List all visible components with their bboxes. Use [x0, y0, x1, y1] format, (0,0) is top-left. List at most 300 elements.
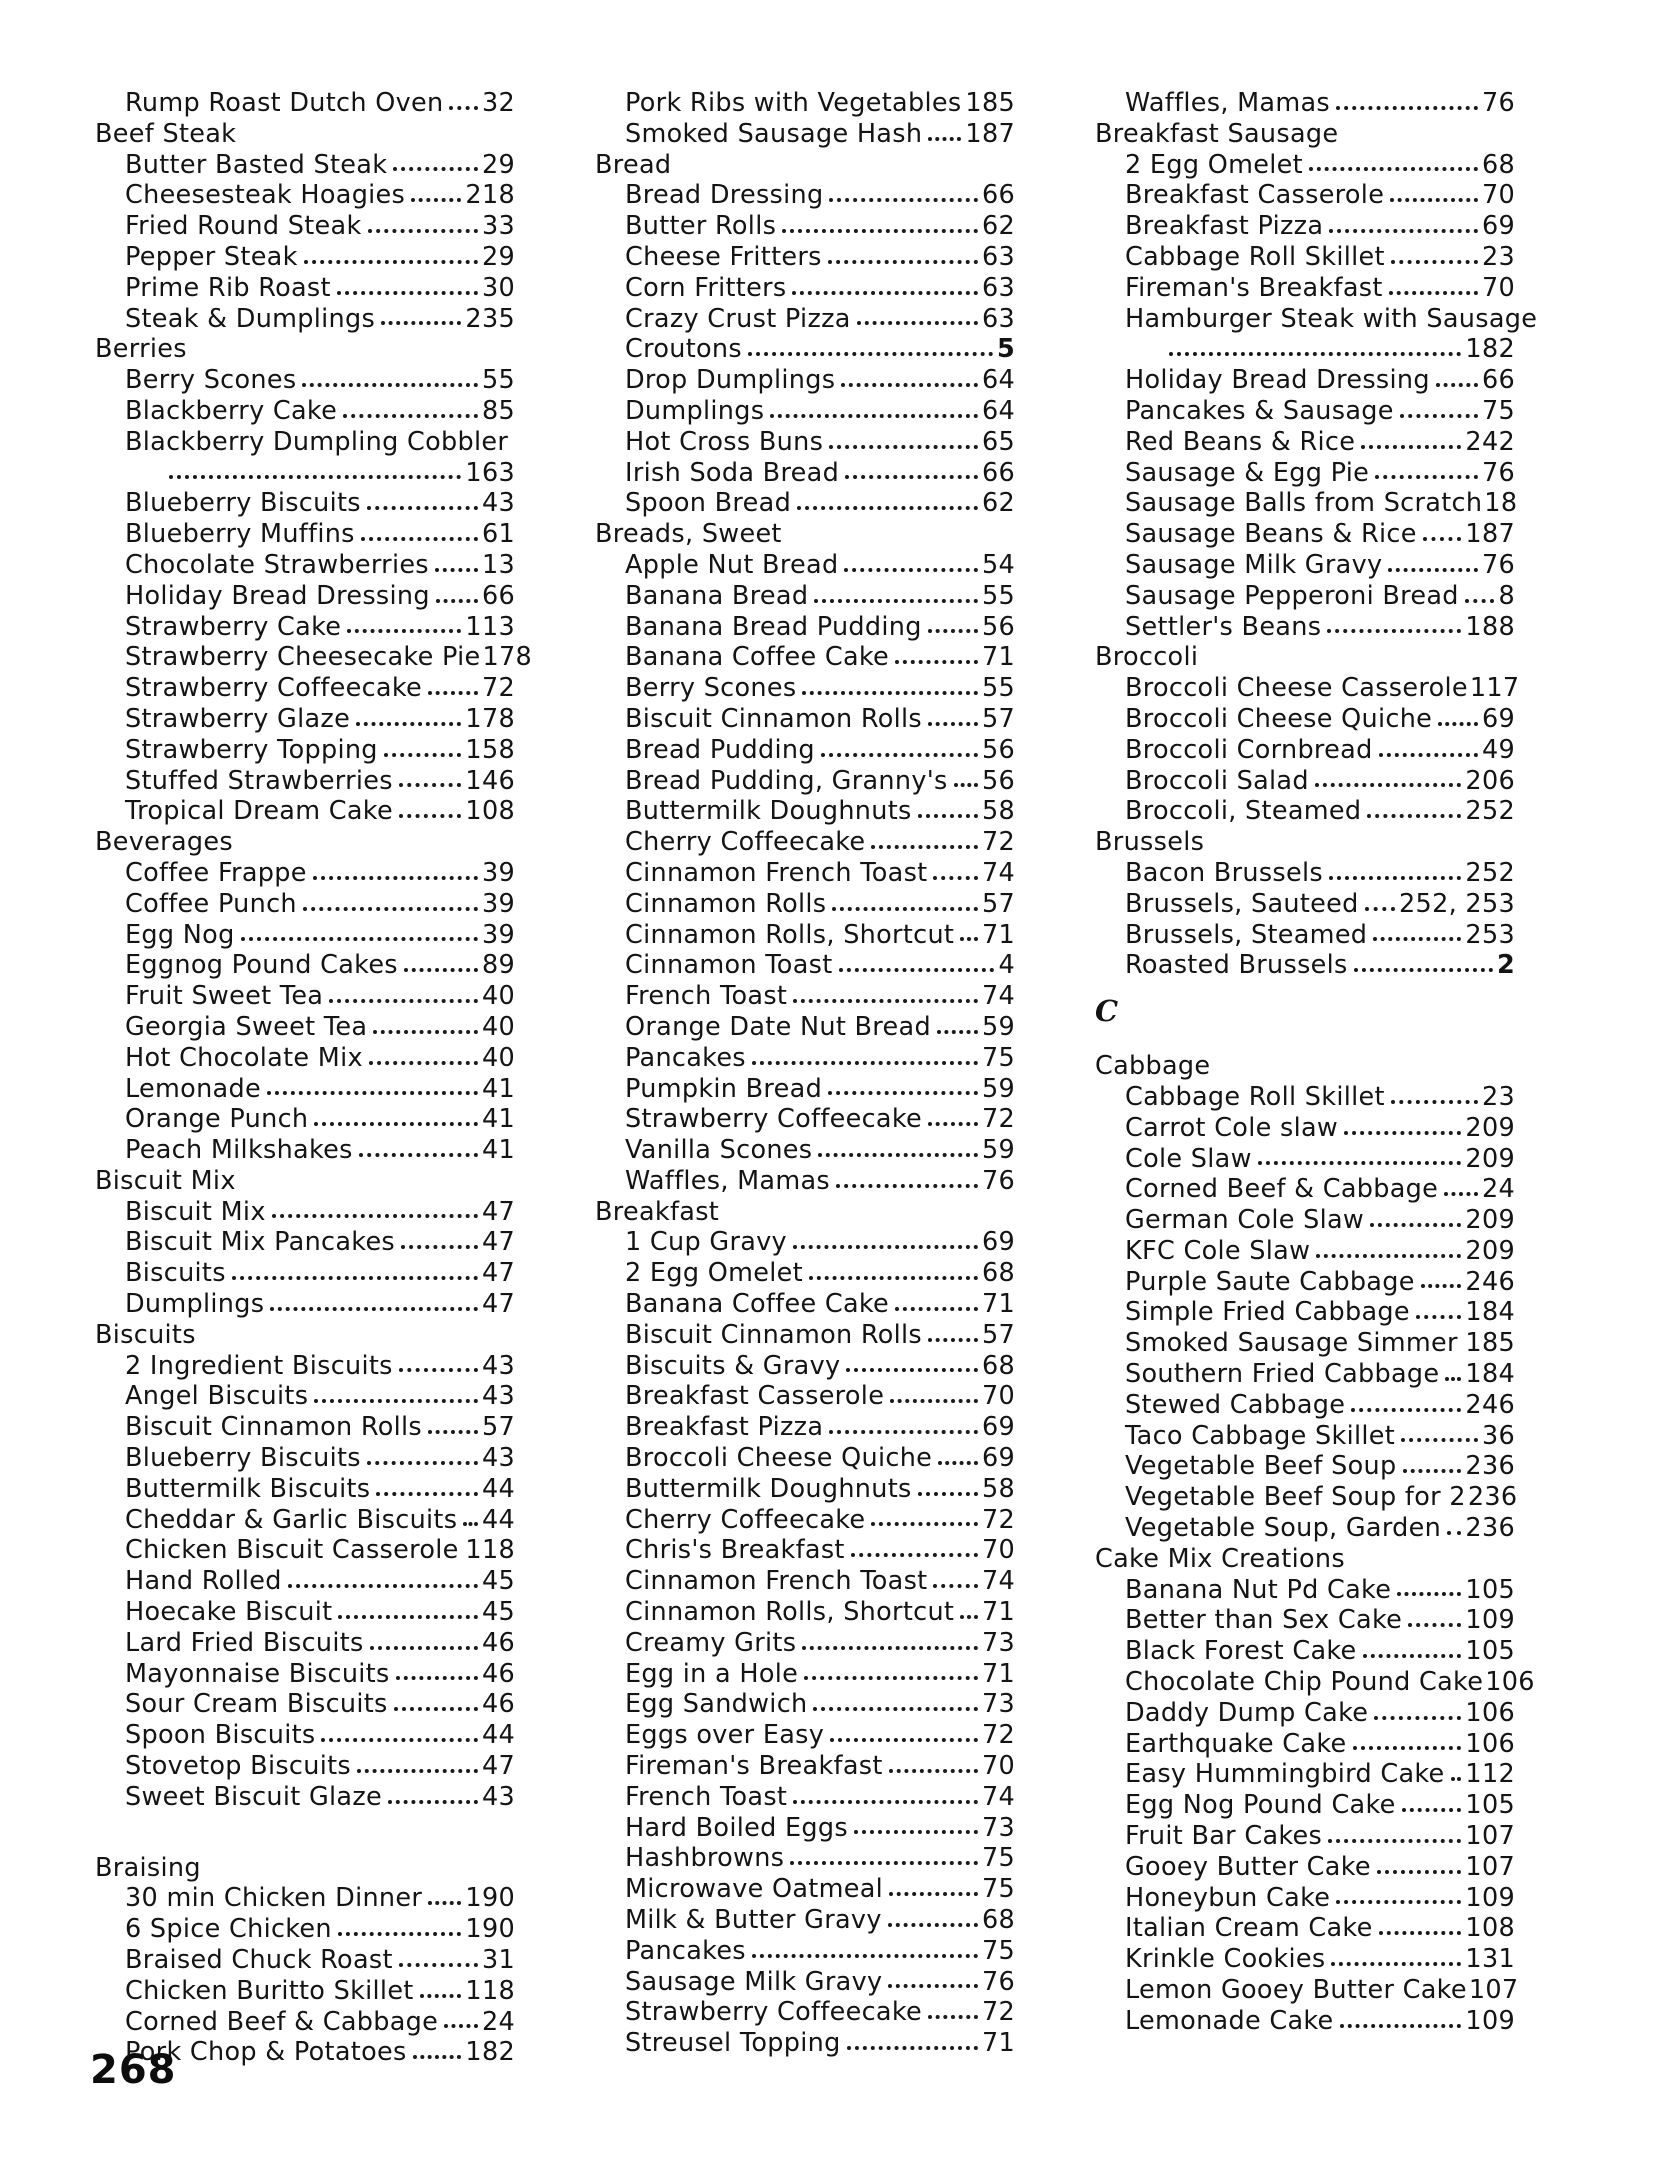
dot-leader: [793, 1245, 978, 1249]
dot-leader: [1402, 1808, 1462, 1812]
entry-page-number: 106: [1465, 1697, 1515, 1728]
index-entry-continuation: [95, 458, 515, 489]
entry-title: 1 Cup Gravy: [625, 1227, 787, 1258]
entry-title: Eggs over Easy: [625, 1720, 825, 1751]
index-entry: [95, 1135, 515, 1166]
entry-title: Bread Pudding, Granny's: [625, 765, 948, 796]
entry-page-number: 70: [1481, 180, 1515, 211]
index-entry: [595, 950, 1015, 981]
index-column-2: [595, 88, 1015, 2068]
dot-leader: [832, 907, 978, 911]
entry-title: Blueberry Muffins: [125, 519, 355, 550]
entry-title: Creamy Grits: [625, 1627, 797, 1658]
index-letter-heading: [1095, 993, 1515, 1029]
index-entry: [1095, 1852, 1515, 1883]
entry-page-number: 66: [481, 580, 515, 611]
index-entry: [1095, 150, 1515, 181]
index-entry: [1095, 242, 1515, 273]
entry-title: Prime Rib Roast: [125, 272, 331, 303]
section-heading-label: Berries: [95, 334, 187, 365]
entry-page-number: 41: [481, 1135, 515, 1166]
entry-title: Spoon Biscuits: [125, 1720, 316, 1751]
entry-page-number: 64: [981, 395, 1015, 426]
entry-title: Pancakes & Sausage: [1125, 395, 1394, 426]
entry-page-number: 49: [1481, 734, 1515, 765]
entry-page-number: 112: [1465, 1759, 1515, 1790]
entry-title: Banana Bread: [625, 580, 809, 611]
entry-title: Stovetop Biscuits: [125, 1751, 351, 1782]
entry-page-number: 73: [981, 1812, 1015, 1843]
dot-leader: [393, 167, 478, 171]
entry-page-number: 30: [481, 272, 515, 303]
index-entry: [1095, 1729, 1515, 1760]
dot-leader: [361, 537, 478, 541]
entry-page-number: 70: [1481, 272, 1515, 303]
entry-page-number: 106: [1465, 1728, 1515, 1759]
dot-leader: [270, 1307, 478, 1311]
entry-page-number: 75: [981, 1874, 1015, 1905]
entry-page-number: 158: [465, 734, 515, 765]
entry-title: Banana Nut Pd Cake: [1125, 1574, 1392, 1605]
entry-title: Hashbrowns: [625, 1843, 785, 1874]
entry-title: Pork Chop & Potatoes: [125, 2037, 407, 2068]
entry-title: Broccoli Cheese Quiche: [625, 1443, 933, 1474]
entry-page-number: 40: [481, 1011, 515, 1042]
index-entry: [95, 735, 515, 766]
index-entry: [95, 1074, 515, 1105]
entry-title: French Toast: [625, 981, 788, 1012]
dot-leader: [313, 876, 478, 880]
letter-heading-label: C: [1095, 994, 1119, 1029]
index-entry: [595, 1997, 1015, 2028]
entry-title: Vegetable Beef Soup: [1125, 1451, 1397, 1482]
dot-leader: [888, 1923, 978, 1927]
dot-leader: [1465, 599, 1495, 603]
index-entry: [595, 1782, 1015, 1813]
entry-page-number: 108: [465, 796, 515, 827]
entry-title: Lemonade Cake: [1125, 2005, 1334, 2036]
entry-page-number: 45: [481, 1566, 515, 1597]
dot-leader: [1315, 783, 1462, 787]
dot-leader: [1336, 106, 1478, 110]
dot-leader: [1451, 1777, 1462, 1781]
dot-leader: [338, 1615, 478, 1619]
entry-page-number: 184: [1465, 1297, 1515, 1328]
dot-leader: [368, 229, 478, 233]
dot-leader: [314, 1399, 478, 1403]
dot-leader: [338, 1932, 462, 1936]
entry-title: Mayonnaise Biscuits: [125, 1658, 390, 1689]
entry-title: Spoon Bread: [625, 488, 792, 519]
entry-title: Tropical Dream Cake: [125, 796, 393, 827]
index-entry: [95, 304, 515, 335]
entry-page-number: 71: [981, 642, 1015, 673]
entry-title: Biscuit Mix Pancakes: [125, 1227, 396, 1258]
index-entry: [595, 1751, 1015, 1782]
index-entry: [95, 2007, 515, 2038]
index-entry: [595, 1843, 1015, 1874]
entry-page-number: 47: [481, 1227, 515, 1258]
entry-title: Strawberry Cake: [125, 611, 342, 642]
dot-leader: [846, 1368, 978, 1372]
index-entry: [595, 427, 1015, 458]
index-entry: [595, 396, 1015, 427]
entry-title: Fruit Bar Cakes: [1125, 1821, 1323, 1852]
dot-leader: [1354, 968, 1493, 972]
dot-leader: [420, 1994, 462, 1998]
section-heading-label: Brussels: [1095, 827, 1205, 858]
dot-leader: [793, 1800, 978, 1804]
dot-leader: [369, 1061, 478, 1065]
index-entry: [595, 1720, 1015, 1751]
entry-title: Corned Beef & Cabbage: [1125, 1174, 1439, 1205]
entry-title: Simple Fried Cabbage: [1125, 1297, 1410, 1328]
index-entry: [595, 1012, 1015, 1043]
index-entry: [595, 488, 1015, 519]
entry-page-number: 108: [1465, 1913, 1515, 1944]
entry-page-number: 72: [981, 1104, 1015, 1135]
entry-title: Sour Cream Biscuits: [125, 1689, 388, 1720]
entry-page-number: 64: [981, 365, 1015, 396]
dot-leader: [1416, 1315, 1462, 1319]
index-entry: [595, 1566, 1015, 1597]
entry-title: Dumplings: [625, 395, 765, 426]
entry-title: Holiday Bread Dressing: [125, 580, 430, 611]
entry-title: Hard Boiled Eggs: [625, 1812, 848, 1843]
entry-title: Egg Nog: [125, 919, 235, 950]
entry-title: Carrot Cole slaw: [1125, 1112, 1339, 1143]
dot-leader: [836, 1184, 978, 1188]
dot-leader: [937, 1030, 978, 1034]
entry-title: Blackberry Dumpling Cobbler: [125, 426, 509, 457]
dot-leader: [928, 137, 961, 141]
index-entry: [1095, 1513, 1515, 1544]
entry-title: Fried Round Steak: [125, 211, 362, 242]
entry-page-number: 73: [981, 1627, 1015, 1658]
entry-page-number: 57: [481, 1412, 515, 1443]
dot-leader: [272, 1214, 478, 1218]
dot-leader: [845, 475, 978, 479]
entry-page-number: 68: [981, 1258, 1015, 1289]
index-entry: [595, 1535, 1015, 1566]
entry-page-number: 69: [1481, 703, 1515, 734]
dot-leader: [356, 722, 461, 726]
entry-page-number: 190: [465, 1883, 515, 1914]
dot-leader: [1367, 814, 1461, 818]
entry-title: Hot Chocolate Mix: [125, 1042, 363, 1073]
entry-title: Waffles, Mamas: [1125, 88, 1331, 118]
entry-page-number: 63: [981, 303, 1015, 334]
dot-leader: [1403, 1469, 1462, 1473]
entry-page-number: 57: [981, 1319, 1015, 1350]
entry-page-number: 89: [481, 950, 515, 981]
dot-leader: [782, 229, 978, 233]
entry-title: Blueberry Biscuits: [125, 488, 361, 519]
index-section-heading: [95, 1166, 515, 1197]
entry-title: Steak & Dumplings: [125, 303, 376, 334]
entry-title: Berry Scones: [125, 365, 297, 396]
index-entry: [595, 1813, 1015, 1844]
entry-title: French Toast: [625, 1781, 788, 1812]
section-heading-label: Breads, Sweet: [595, 519, 782, 550]
dot-leader: [857, 321, 978, 325]
index-entry: [1095, 1174, 1515, 1205]
index-entry: [595, 642, 1015, 673]
index-entry: [1095, 1267, 1515, 1298]
entry-page-number: 2: [1496, 950, 1515, 981]
index-entry: [1095, 1759, 1515, 1790]
entry-page-number: 59: [981, 1073, 1015, 1104]
index-entry: [95, 519, 515, 550]
index-entry: [95, 981, 515, 1012]
entry-page-number: 71: [981, 1597, 1015, 1628]
dot-leader: [1373, 937, 1461, 941]
entry-title: Pancakes: [625, 1042, 746, 1073]
column-gap: [95, 1813, 515, 1853]
index-entry: [595, 88, 1015, 119]
index-entry: [95, 920, 515, 951]
column-gap: [1095, 981, 1515, 993]
entry-title: Rump Roast Dutch Oven: [125, 88, 444, 118]
index-section-heading: [1095, 1544, 1515, 1575]
entry-title: Daddy Dump Cake: [1125, 1697, 1369, 1728]
entry-page-number: 23: [1481, 241, 1515, 272]
dot-leader: [1445, 1377, 1461, 1381]
entry-page-number: 107: [1468, 1975, 1519, 2006]
entry-title: Banana Coffee Cake: [625, 1289, 890, 1320]
index-entry: [95, 612, 515, 643]
index-entry: [595, 673, 1015, 704]
index-column-1: [95, 88, 533, 2068]
entry-page-number: 105: [1465, 1574, 1515, 1605]
entry-page-number: 70: [981, 1751, 1015, 1782]
dot-leader: [928, 2015, 978, 2019]
dot-leader: [809, 1276, 978, 1280]
index-entry: [1095, 1821, 1515, 1852]
index-entry: [95, 581, 515, 612]
entry-title: Southern Fried Cabbage: [1125, 1359, 1440, 1390]
dot-leader: [288, 1584, 478, 1588]
entry-page-number: 44: [481, 1504, 515, 1535]
index-entry: [595, 920, 1015, 951]
index-entry: [1095, 458, 1515, 489]
entry-title: Georgia Sweet Tea: [125, 1011, 368, 1042]
index-entry: [95, 273, 515, 304]
entry-page-number: 72: [981, 827, 1015, 858]
index-entry: [95, 1104, 515, 1135]
entry-page-number: 178: [465, 703, 515, 734]
entry-title: Orange Punch: [125, 1104, 309, 1135]
index-entry: [1095, 1297, 1515, 1328]
index-entry: [595, 581, 1015, 612]
index-entry: [1095, 1667, 1535, 1698]
entry-title: Sausage Pepperoni Bread: [1125, 580, 1459, 611]
index-entry: [595, 1381, 1015, 1412]
dot-leader: [1377, 1870, 1462, 1874]
entry-title: Blackberry Cake: [125, 395, 338, 426]
index-entry: [95, 1720, 515, 1751]
index-entry: [595, 2028, 1015, 2059]
entry-page-number: 56: [981, 765, 1015, 796]
index-entry: [595, 1289, 1015, 1320]
entry-page-number: 59: [981, 1135, 1015, 1166]
index-entry: [95, 1883, 515, 1914]
entry-title: Braised Chuck Roast: [125, 1945, 393, 1976]
entry-title: Pepper Steak: [125, 241, 298, 272]
entry-title: Coffee Punch: [125, 888, 297, 919]
dot-leader: [828, 260, 978, 264]
entry-title: Crazy Crust Pizza: [625, 303, 851, 334]
entry-title: Banana Bread Pudding: [625, 611, 922, 642]
dot-leader: [814, 599, 978, 603]
dot-leader: [343, 414, 478, 418]
index-entry: [1095, 889, 1515, 920]
dot-leader: [1331, 1962, 1461, 1966]
entry-title: Blueberry Biscuits: [125, 1443, 361, 1474]
dot-leader: [399, 1963, 478, 1967]
entry-title: Cherry Coffeecake: [625, 1504, 866, 1535]
entry-page-number: 118: [465, 1975, 515, 2006]
index-entry: [595, 1474, 1015, 1505]
entry-title: Strawberry Topping: [125, 734, 378, 765]
entry-page-number: 252: [1465, 796, 1515, 827]
entry-title: Chocolate Chip Pound Cake: [1125, 1667, 1484, 1698]
index-entry: [1095, 488, 1518, 519]
index-entry: [595, 735, 1015, 766]
index-entry: [1095, 550, 1515, 581]
dot-leader: [818, 1153, 978, 1157]
index-entry: [595, 796, 1015, 827]
entry-page-number: 75: [981, 1042, 1015, 1073]
entry-page-number: 146: [465, 765, 515, 796]
dot-leader: [1370, 1223, 1461, 1227]
entry-title: Bacon Brussels: [1125, 857, 1323, 888]
index-entry: [595, 1043, 1015, 1074]
entry-page-number: 23: [1481, 1081, 1515, 1112]
entry-title: Sausage & Egg Pie: [1125, 457, 1370, 488]
entry-title: Red Beans & Rice: [1125, 426, 1356, 457]
index-entry: [95, 1381, 515, 1412]
entry-title: Stewed Cabbage: [1125, 1389, 1346, 1420]
index-entry: [1095, 1698, 1515, 1729]
entry-title: Buttermilk Doughnuts: [625, 796, 912, 827]
dot-leader: [752, 1954, 978, 1958]
dot-leader: [347, 629, 461, 633]
dot-leader: [829, 198, 977, 202]
section-heading-label: Breakfast Sausage: [1095, 118, 1339, 149]
index-entry: [595, 550, 1015, 581]
dot-leader: [1408, 1623, 1461, 1627]
dot-leader: [399, 783, 462, 787]
dot-leader: [829, 1430, 978, 1434]
index-entry: [95, 1976, 515, 2007]
index-entry: [1095, 858, 1515, 889]
entry-page-number: 74: [981, 1566, 1015, 1597]
entry-title: Black Forest Cake: [1125, 1636, 1357, 1667]
entry-title: Streusel Topping: [625, 2028, 841, 2059]
index-entry: [1095, 796, 1515, 827]
entry-page-number: 63: [981, 272, 1015, 303]
index-entry: [595, 1936, 1015, 1967]
entry-page-number: 63: [981, 241, 1015, 272]
index-entry: [95, 1443, 515, 1474]
entry-title: Biscuit Mix: [125, 1196, 266, 1227]
entry-title: 30 min Chicken Dinner: [125, 1883, 423, 1914]
entry-page-number: 74: [981, 981, 1015, 1012]
dot-leader: [928, 1122, 978, 1126]
index-entry: [95, 766, 515, 797]
entry-page-number: 70: [981, 1535, 1015, 1566]
entry-page-number: 117: [1469, 673, 1520, 704]
entry-page-number: 46: [481, 1627, 515, 1658]
dot-leader: [1309, 167, 1478, 171]
index-entry: [595, 1104, 1015, 1135]
index-entry: [595, 1874, 1015, 1905]
dot-leader: [267, 1091, 478, 1095]
index-entry: [595, 211, 1015, 242]
index-entry: [1095, 1636, 1515, 1667]
entry-page-number: 56: [981, 611, 1015, 642]
entry-title: Butter Basted Steak: [125, 149, 388, 180]
dot-leader: [928, 722, 978, 726]
dot-leader: [463, 1522, 478, 1526]
index-entry: [1095, 427, 1515, 458]
entry-page-number: 71: [981, 1658, 1015, 1689]
index-entry: [1095, 950, 1515, 981]
dot-leader: [793, 999, 978, 1003]
entry-title: Cabbage Roll Skillet: [1125, 241, 1385, 272]
entry-page-number: 66: [1481, 365, 1515, 396]
entry-page-number: 71: [981, 2028, 1015, 2059]
entry-page-number: 185: [965, 88, 1015, 118]
dot-leader: [1258, 1161, 1462, 1165]
entry-title: Chicken Buritto Skillet: [125, 1975, 414, 2006]
dot-leader: [1400, 414, 1478, 418]
dot-leader: [802, 691, 977, 695]
entry-page-number: 46: [481, 1689, 515, 1720]
index-entry: [95, 1505, 515, 1536]
index-entry: [595, 827, 1015, 858]
entry-page-number: 47: [481, 1196, 515, 1227]
entry-title: Biscuit Cinnamon Rolls: [125, 1412, 423, 1443]
index-section-heading: [95, 1320, 515, 1351]
index-entry: [595, 458, 1015, 489]
dot-leader: [895, 1307, 978, 1311]
entry-title: Taco Cabbage Skillet: [1125, 1420, 1396, 1451]
entry-page-number: 71: [981, 919, 1015, 950]
entry-page-number: 76: [1481, 549, 1515, 580]
index-entry: [95, 673, 515, 704]
entry-page-number: 209: [1465, 1205, 1515, 1236]
dot-leader: [304, 260, 478, 264]
index-entry: [595, 1505, 1015, 1536]
entry-page-number: 85: [481, 395, 515, 426]
index-entry: [1095, 1944, 1515, 1975]
dot-leader: [1438, 722, 1478, 726]
dot-leader: [933, 1584, 977, 1588]
entry-title: Fireman's Breakfast: [1125, 272, 1383, 303]
entry-title: Hot Cross Buns: [625, 426, 824, 457]
entry-title: Sausage Balls from Scratch: [1125, 488, 1483, 519]
entry-title: Cheddar & Garlic Biscuits: [125, 1504, 458, 1535]
entry-title: 6 Spice Chicken: [125, 1914, 332, 1945]
dot-leader: [367, 506, 478, 510]
dot-leader: [889, 1769, 978, 1773]
section-heading-label: Cabbage: [1095, 1051, 1211, 1082]
index-entry: [1095, 365, 1515, 396]
entry-title: Egg Sandwich: [625, 1689, 808, 1720]
index-entry: [1095, 1113, 1515, 1144]
